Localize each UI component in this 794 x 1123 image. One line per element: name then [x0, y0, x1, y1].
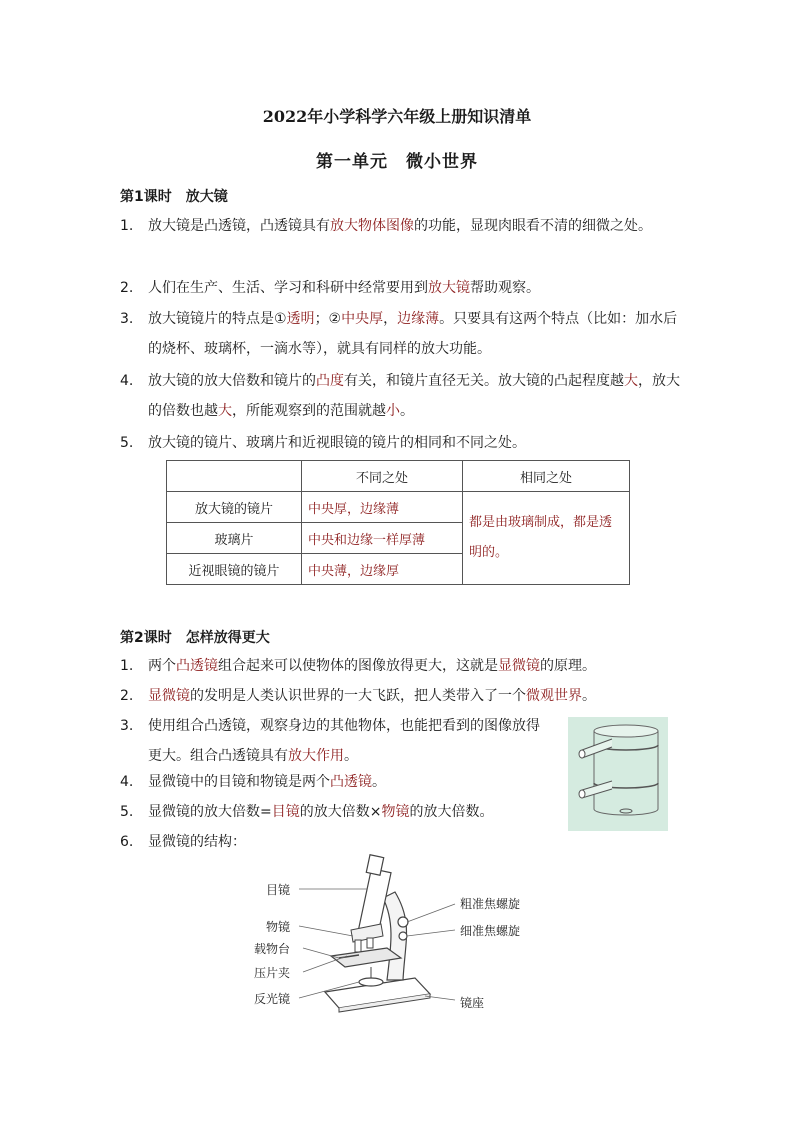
item-highlight: 透明: [286, 311, 315, 327]
label-base: 镜座: [460, 996, 485, 1010]
item-text: 显微镜的放大倍数=: [148, 804, 272, 820]
item-text: 帮助观察。: [470, 280, 540, 296]
item-number: 4.: [120, 373, 134, 389]
item-text: 的放大倍数×: [299, 804, 382, 820]
item-highlight: 放大镜: [428, 280, 470, 296]
item-highlight: 物镜: [381, 804, 410, 820]
item-highlight: 微观世界: [526, 688, 582, 704]
table-cell-same: 都是由玻璃制成，都是透明的。: [463, 492, 630, 585]
item-text: 显微镜的结构：: [148, 834, 246, 850]
item-highlight: 显微镜: [148, 688, 190, 704]
lesson2-item: [120, 651, 680, 681]
table-cell: 近视眼镜的镜片: [167, 554, 302, 585]
item-number: 5.: [120, 435, 134, 451]
page-title: 2022年小学科学六年级上册知识清单: [262, 107, 532, 126]
item-text: 放大镜的放大倍数和镜片的: [148, 373, 316, 389]
item-highlight: 凸度: [316, 373, 344, 389]
item-text: ，所能观察到的范围就越: [232, 403, 386, 419]
lesson-1-heading: 第1课时 放大镜: [120, 189, 228, 205]
item-text: 显微镜中的目镜和物镜是两个: [148, 774, 330, 790]
item-highlight: 凸透镜: [176, 658, 218, 674]
table-header-cell: [167, 461, 302, 492]
item-text: 的功能，显现肉眼看不清的细微之处。: [414, 218, 652, 234]
label-fine-adjust: 细准焦螺旋: [460, 924, 521, 938]
item-number: 2.: [120, 280, 134, 296]
item-highlight: 大: [624, 373, 638, 389]
table-cell: 中央厚，边缘薄: [302, 492, 463, 523]
table-cell: 玻璃片: [167, 523, 302, 554]
lesson2-item: [120, 711, 540, 771]
lesson1-item: [120, 304, 680, 364]
item-highlight: 凸透镜: [330, 774, 372, 790]
table-cell: 中央薄，边缘厚: [302, 554, 463, 585]
table-cell: 中央和边缘一样厚薄: [302, 523, 463, 554]
item-text: 。: [344, 748, 358, 764]
table-cell: 放大镜的镜片: [167, 492, 302, 523]
item-text: 组合起来可以使物体的图像放得更大，这就是: [218, 658, 498, 674]
lesson1-item: [120, 428, 680, 458]
lesson1-item: [120, 273, 680, 303]
item-text: 的原理。: [540, 658, 596, 674]
item-highlight: 显微镜: [498, 658, 540, 674]
unit-title: 第一单元 微小世界: [316, 152, 478, 172]
item-text: 。只要具有这两个特点（比如：加水后的烧杯、玻璃杯，一滴水等），就具有同样的放大功能。: [148, 311, 678, 357]
lesson1-item: [120, 366, 680, 426]
item-number: 1.: [120, 218, 134, 234]
item-text: 放大镜的镜片、玻璃片和近视眼镜的镜片的相同和不同之处。: [148, 435, 526, 451]
item-text: 。: [582, 688, 596, 704]
item-text: ，放大的倍数也越: [148, 373, 680, 419]
item-text: 放大镜镜片的特点是①: [148, 311, 287, 327]
label-stage: 载物台: [254, 942, 291, 956]
table-header-cell: 不同之处: [302, 461, 463, 492]
item-number: 6.: [120, 834, 134, 850]
item-highlight: 目镜: [271, 804, 300, 820]
item-highlight: 放大作用: [288, 748, 344, 764]
table-header-cell: 相同之处: [463, 461, 630, 492]
item-highlight: 放大物体图像: [330, 218, 414, 234]
item-highlight: 小: [386, 403, 400, 419]
label-objective: 物镜: [266, 920, 291, 934]
table-header-row: [167, 461, 630, 492]
lesson1-item: [120, 211, 680, 241]
label-clip: 压片夹: [254, 966, 291, 980]
item-number: 3.: [120, 311, 134, 327]
item-text: 的放大倍数。: [409, 804, 494, 820]
item-text: 使用组合凸透镜，观察身边的其他物体，也能把看到的图像放得更大。组合凸透镜具有: [148, 718, 540, 764]
item-number: 5.: [120, 804, 134, 820]
lens-tube-figure: [568, 717, 668, 831]
item-number: 4.: [120, 774, 134, 790]
item-text: 有关，和镜片直径无关。放大镜的凸起程度越: [344, 373, 624, 389]
lesson-2-heading: 第2课时 怎样放得更大: [120, 630, 270, 646]
item-text: ，: [383, 311, 398, 327]
comparison-table: [166, 460, 630, 585]
item-number: 1.: [120, 658, 134, 674]
item-text: 。: [400, 403, 414, 419]
item-text: 的发明是人类认识世界的一大飞跃，把人类带入了一个: [190, 688, 526, 704]
label-coarse-adjust: 粗准焦螺旋: [460, 897, 521, 911]
item-number: 3.: [120, 718, 134, 734]
item-number: 2.: [120, 688, 134, 704]
label-mirror: 反光镜: [254, 992, 291, 1006]
item-highlight: 大: [218, 403, 232, 419]
label-eyepiece: 目镜: [266, 883, 291, 897]
item-text: 。: [372, 774, 386, 790]
table-row: [167, 492, 630, 523]
item-highlight: 中央厚: [341, 311, 384, 327]
lesson2-item: [120, 681, 680, 711]
item-text: 两个: [148, 658, 176, 674]
item-text: 人们在生产、生活、学习和科研中经常要用到: [148, 280, 428, 296]
item-text: ；②: [314, 311, 342, 327]
item-highlight: 边缘薄: [397, 311, 440, 327]
item-text: 放大镜是凸透镜，凸透镜具有: [148, 218, 330, 234]
